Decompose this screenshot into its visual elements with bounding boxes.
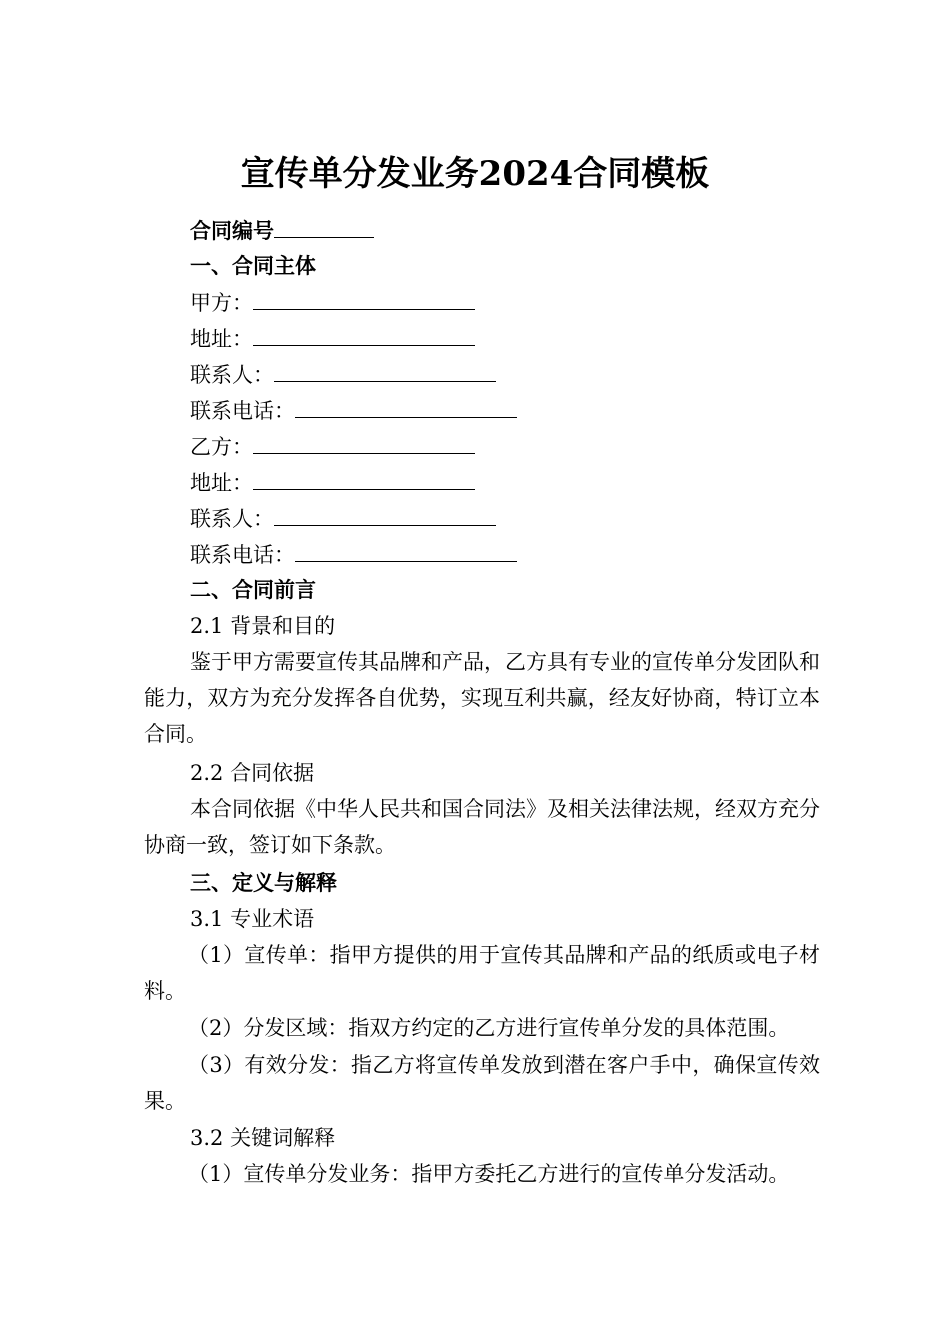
party-b-address-label: 地址： [190,471,253,495]
party-b-contact-blank[interactable] [274,503,496,526]
party-a-blank[interactable] [253,287,475,310]
section-2-heading: 二、合同前言 [190,577,316,602]
party-b-address-blank[interactable] [253,467,475,490]
party-a-address-line [190,323,475,354]
party-a-label: 甲方： [190,291,253,315]
party-b-line [190,431,475,462]
contract-number-line [190,215,374,246]
party-a-line [190,287,475,318]
section-3-2-item-1: （1）宣传单分发业务：指甲方委托乙方进行的宣传单分发活动。 [188,1162,790,1186]
party-a-phone-line [190,395,517,426]
contract-number-label: 合同编号 [190,218,274,243]
document-title: 宣传单分发业务2024合同模板 [240,154,710,194]
party-a-address-blank[interactable] [253,323,475,346]
section-3-1-item-2: （2）分发区域：指双方约定的乙方进行宣传单分发的具体范围。 [188,1016,790,1040]
party-a-contact-blank[interactable] [274,359,496,382]
section-2-1-paragraph: 鉴于甲方需要宣传其品牌和产品，乙方具有专业的宣传单分发团队和能力，双方为充分发挥各自优势，实现互利共赢，经友好协商，特订立本合同。 [144,650,820,746]
party-b-contact-label: 联系人： [190,507,274,531]
section-1-heading: 一、合同主体 [190,253,316,278]
party-b-phone-label: 联系电话： [190,543,295,567]
party-b-phone-blank[interactable] [295,539,517,562]
party-b-contact-line [190,503,496,534]
contract-number-blank[interactable] [274,215,374,238]
party-b-phone-line [190,539,517,570]
section-2-2-heading: 2.2 合同依据 [190,761,315,785]
party-a-contact-line [190,359,496,390]
section-2-2-paragraph: 本合同依据《中华人民共和国合同法》及相关法律法规，经双方充分协商一致，签订如下条款。 [144,797,820,857]
party-b-label: 乙方： [190,435,253,459]
party-a-phone-label: 联系电话： [190,399,295,423]
section-3-1-heading: 3.1 专业术语 [190,907,315,931]
section-3-1-item-1: （1）宣传单：指甲方提供的用于宣传其品牌和产品的纸质或电子材料。 [144,943,820,1003]
party-a-contact-label: 联系人： [190,363,274,387]
section-3-heading: 三、定义与解释 [190,870,337,895]
party-a-address-label: 地址： [190,327,253,351]
section-3-1-item-3: （3）有效分发：指乙方将宣传单发放到潜在客户手中，确保宣传效果。 [144,1053,820,1113]
party-a-phone-blank[interactable] [295,395,517,418]
section-2-1-heading: 2.1 背景和目的 [190,614,336,638]
section-3-2-heading: 3.2 关键词解释 [190,1126,336,1150]
party-b-address-line [190,467,475,498]
party-b-blank[interactable] [253,431,475,454]
